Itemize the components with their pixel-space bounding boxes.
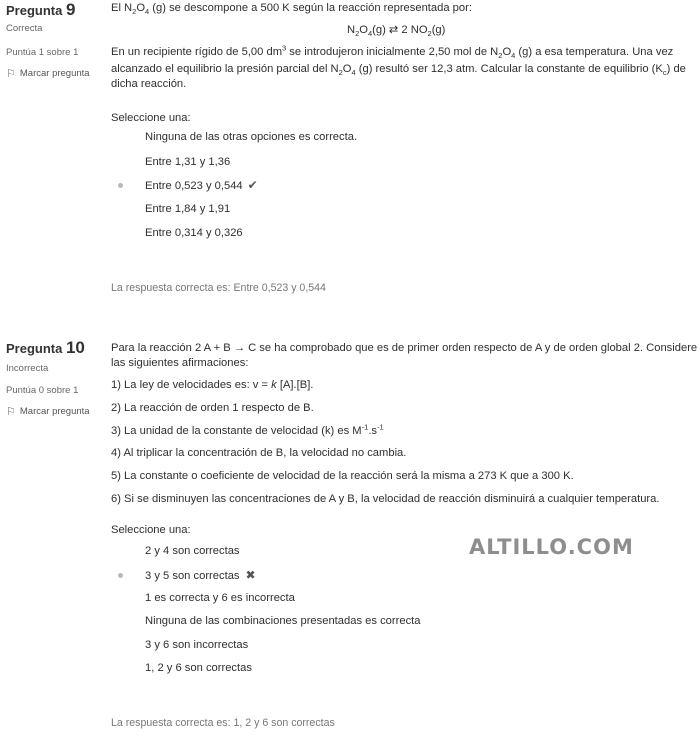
statement-1: 1) La ley de velocidades es: v = k [A].[B]. bbox=[111, 379, 314, 391]
question-grade: Puntúa 0 sobre 1 bbox=[6, 385, 79, 396]
question-9-info bbox=[6, 0, 102, 80]
statement-2: 2) La reacción de orden 1 respecto de B. bbox=[111, 402, 314, 414]
question-label: Pregunta bbox=[6, 3, 63, 18]
flag-icon: ⚐ bbox=[6, 68, 16, 80]
answer-option[interactable]: Ninguna de las combinaciones presentadas es correcta bbox=[145, 615, 421, 627]
flag-icon: ⚐ bbox=[6, 406, 16, 418]
statement-3: 3) La unidad de la constante de velocidad (k) es $M^{-1}.s^{-1}$ bbox=[111, 422, 384, 437]
question-status: Correcta bbox=[6, 23, 43, 34]
question-grade: Puntúa 1 sobre 1 bbox=[6, 47, 79, 58]
statement-6: 6) Si se disminuyen las concentraciones de A y B, la velocidad de reacción disminuirá a cualquier temperatura. bbox=[111, 493, 660, 505]
question-10-info bbox=[6, 338, 102, 418]
x-icon: ✖ bbox=[245, 568, 256, 582]
answer-option-selected[interactable]: Entre 0,523 y 0,544 ✔ bbox=[145, 178, 258, 192]
question-text: alcanzado el equilibrio la presión parcial del $N_2O_4$ (g) resultó ser 12,3 atm. Calcular la constante de equilibrio $(K_c)$ de bbox=[111, 63, 686, 78]
question-number: 10 bbox=[65, 338, 85, 357]
answer-option[interactable]: Entre 1,31 y 1,36 bbox=[145, 156, 231, 168]
flag-question-button[interactable] bbox=[6, 67, 102, 80]
answer-option[interactable]: Ninguna de las otras opciones es correcta. bbox=[145, 131, 358, 143]
question-text: dicha reacción. bbox=[111, 78, 187, 90]
reaction-equation: $N_2O_4(g)$ ⇄ 2 $NO_2(g)$ bbox=[347, 24, 446, 39]
correct-answer-feedback: La respuesta correcta es: 1, 2 y 6 son correctas bbox=[111, 717, 335, 729]
flag-label: Marcar pregunta bbox=[19, 406, 90, 417]
question-text: las siguientes afirmaciones: bbox=[111, 357, 249, 369]
watermark-logo: ALTILLO.COM bbox=[469, 535, 634, 559]
statement-4: 4) Al triplicar la concentración de B, la velocidad no cambia. bbox=[111, 447, 407, 459]
select-one-label: Seleccione una: bbox=[111, 524, 191, 536]
answer-option[interactable]: Entre 1,84 y 1,91 bbox=[145, 203, 231, 215]
answer-option[interactable]: 3 y 6 son incorrectas bbox=[145, 639, 249, 651]
correct-answer-feedback: La respuesta correcta es: Entre 0,523 y 0,544 bbox=[111, 282, 326, 294]
answer-option[interactable]: 1, 2 y 6 son correctas bbox=[145, 662, 252, 674]
radio-selected-icon[interactable] bbox=[118, 573, 123, 578]
question-status: Incorrecta bbox=[6, 363, 49, 374]
answer-option[interactable]: Entre 0,314 y 0,326 bbox=[145, 227, 243, 239]
question-text: Para la reacción 2 A + B → C se ha comprobado que es de primer orden respecto de A y de orden global 2. Considere bbox=[111, 342, 698, 354]
question-10-content bbox=[111, 0, 698, 520]
flag-question-button[interactable] bbox=[6, 405, 102, 418]
answer-option[interactable]: 2 y 4 son correctas bbox=[145, 545, 240, 557]
statement-5: 5) La constante o coeficiente de velocidad de la reacción será la misma a 273 K que a 300 K. bbox=[111, 470, 574, 482]
check-icon: ✔ bbox=[247, 178, 258, 192]
question-9-title bbox=[6, 0, 102, 20]
question-label: Pregunta bbox=[6, 341, 63, 356]
flag-label: Marcar pregunta bbox=[19, 68, 90, 79]
answer-option-selected[interactable]: 3 y 5 son correctas ✖ bbox=[145, 568, 256, 582]
question-number: 9 bbox=[65, 0, 76, 19]
question-text: El $N_2O_4$ (g) se descompone a 500 K según la reacción representada por: bbox=[111, 2, 472, 17]
answer-option[interactable]: 1 es correcta y 6 es incorrecta bbox=[145, 592, 295, 604]
question-10-title bbox=[6, 338, 102, 358]
select-one-label: Seleccione una: bbox=[111, 112, 191, 124]
question-text: En un recipiente rígido de 5,00 $dm^3$ se introdujeron inicialmente 2,50 mol de $N_2O_4$ (g) a esa temperatura. Una vez bbox=[111, 43, 674, 61]
